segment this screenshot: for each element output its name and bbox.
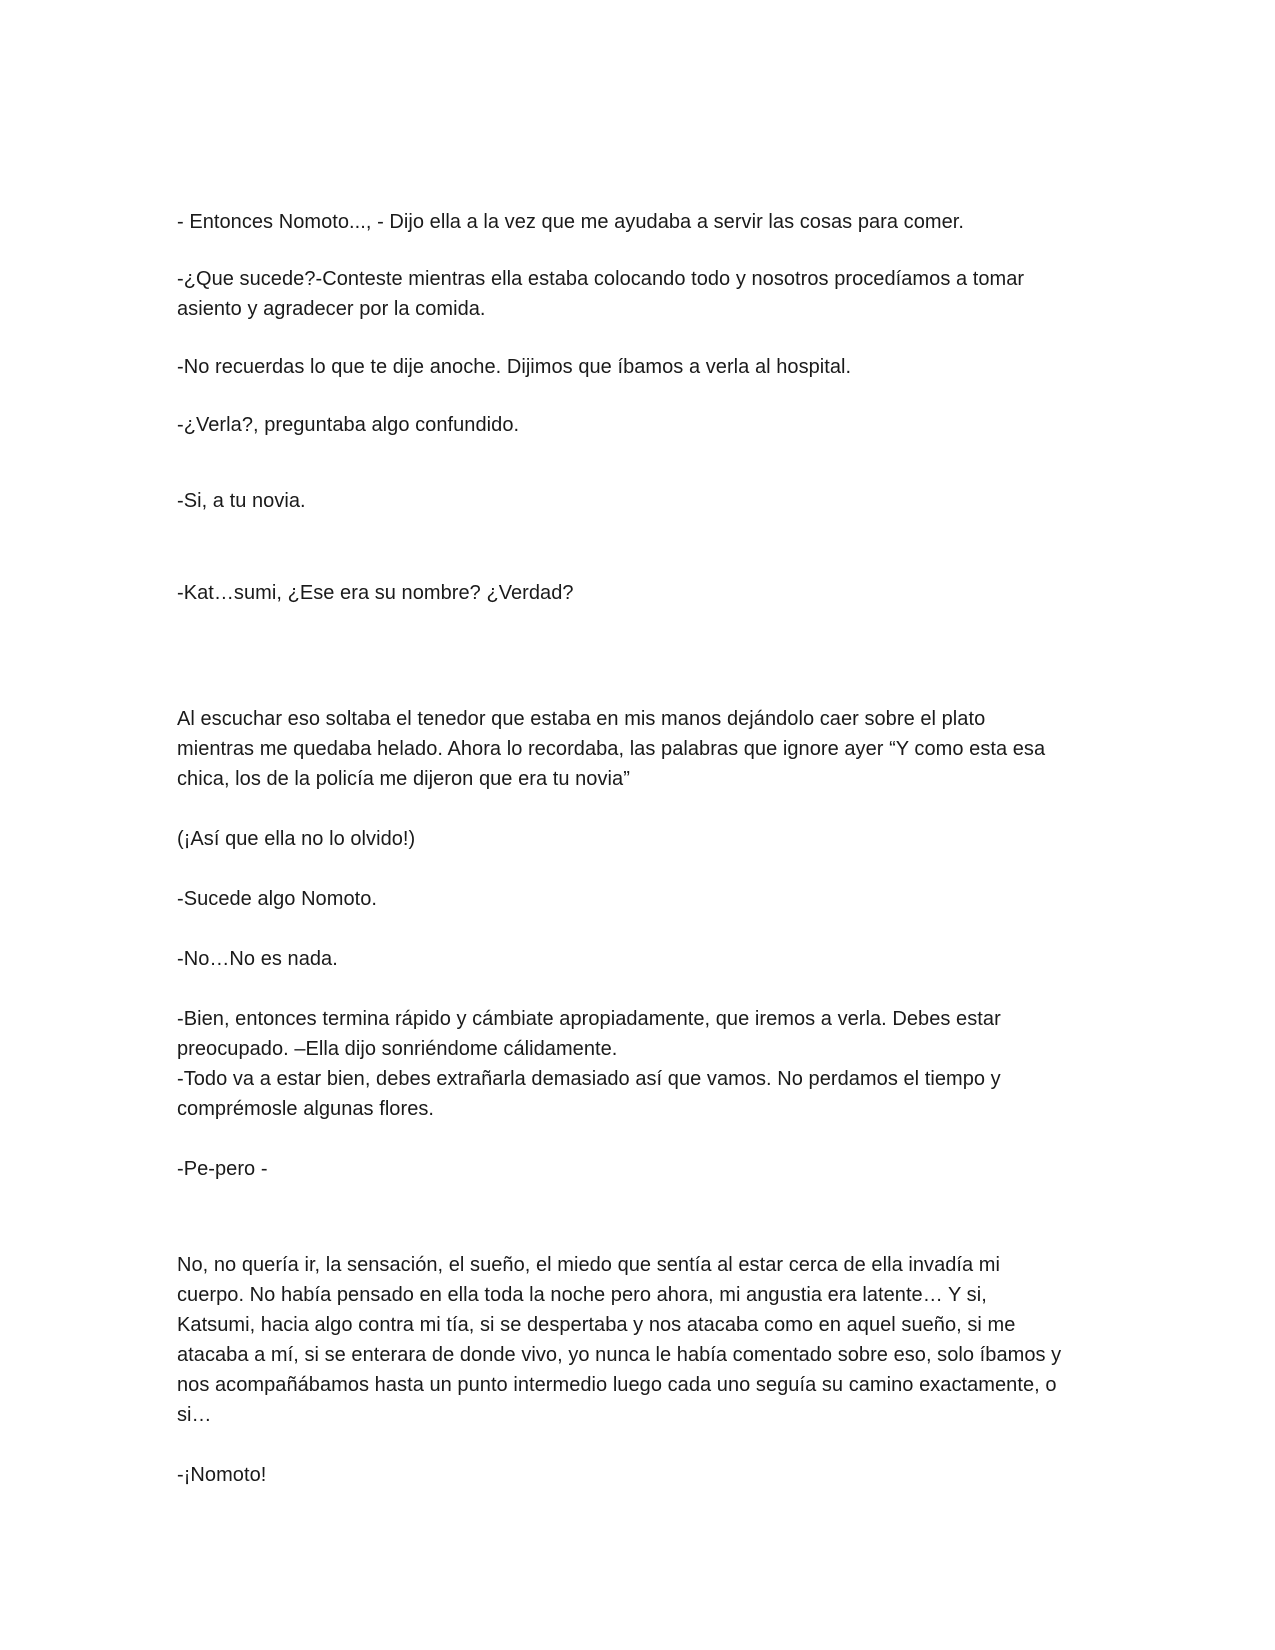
text-line: -Kat…sumi, ¿Ese era su nombre? ¿Verdad? [177, 582, 574, 604]
text-line: No, no quería ir, la sensación, el sueño, el miedo que sentía al estar cerca de ella invadía mi [177, 1254, 1001, 1276]
text-line: (¡Así que ella no lo olvido!) [177, 828, 416, 850]
text-line: comprémosle algunas flores. [177, 1098, 435, 1120]
text-line: mientras me quedaba helado. Ahora lo recordaba, las palabras que ignore ayer “Y como esta esa [177, 738, 1046, 760]
text-line: chica, los de la policía me dijeron que era tu novia” [177, 768, 630, 790]
text-line: -Sucede algo Nomoto. [177, 888, 378, 910]
text-line: - Entonces Nomoto..., - Dijo ella a la vez que me ayudaba a servir las cosas para comer. [177, 211, 964, 233]
text-line: preocupado. –Ella dijo sonriéndome cálidamente. [177, 1038, 618, 1060]
text-line: atacaba a mí, si se enterara de donde vivo, yo nunca le había comentado sobre eso, solo íbamos y [177, 1344, 1062, 1366]
text-line: Al escuchar eso soltaba el tenedor que estaba en mis manos dejándolo caer sobre el plato [177, 708, 986, 730]
text-line: asiento y agradecer por la comida. [177, 298, 486, 320]
text-line: si… [177, 1404, 212, 1426]
text-line: -¿Que sucede?-Conteste mientras ella estaba colocando todo y nosotros procedíamos a tomar [177, 268, 1025, 290]
text-line: -¡Nomoto! [177, 1464, 267, 1486]
text-line: cuerpo. No había pensado en ella toda la noche pero ahora, mi angustia era latente… Y si, [177, 1284, 987, 1306]
text-line: -¿Verla?, preguntaba algo confundido. [177, 414, 520, 436]
text-line: -Pe-pero - [177, 1158, 268, 1180]
text-line: -Todo va a estar bien, debes extrañarla demasiado así que vamos. No perdamos el tiempo y [177, 1068, 1001, 1090]
text-line: -Bien, entonces termina rápido y cámbiate apropiadamente, que iremos a verla. Debes estar [177, 1008, 1001, 1030]
text-line: nos acompañábamos hasta un punto intermedio luego cada uno seguía su camino exactamente, o [177, 1374, 1057, 1396]
text-line: -No…No es nada. [177, 948, 338, 970]
text-line: -No recuerdas lo que te dije anoche. Dijimos que íbamos a verla al hospital. [177, 356, 852, 378]
text-line: -Si, a tu novia. [177, 490, 306, 512]
text-line: Katsumi, hacia algo contra mi tía, si se despertaba y nos atacaba como en aquel sueño, si me [177, 1314, 1016, 1336]
